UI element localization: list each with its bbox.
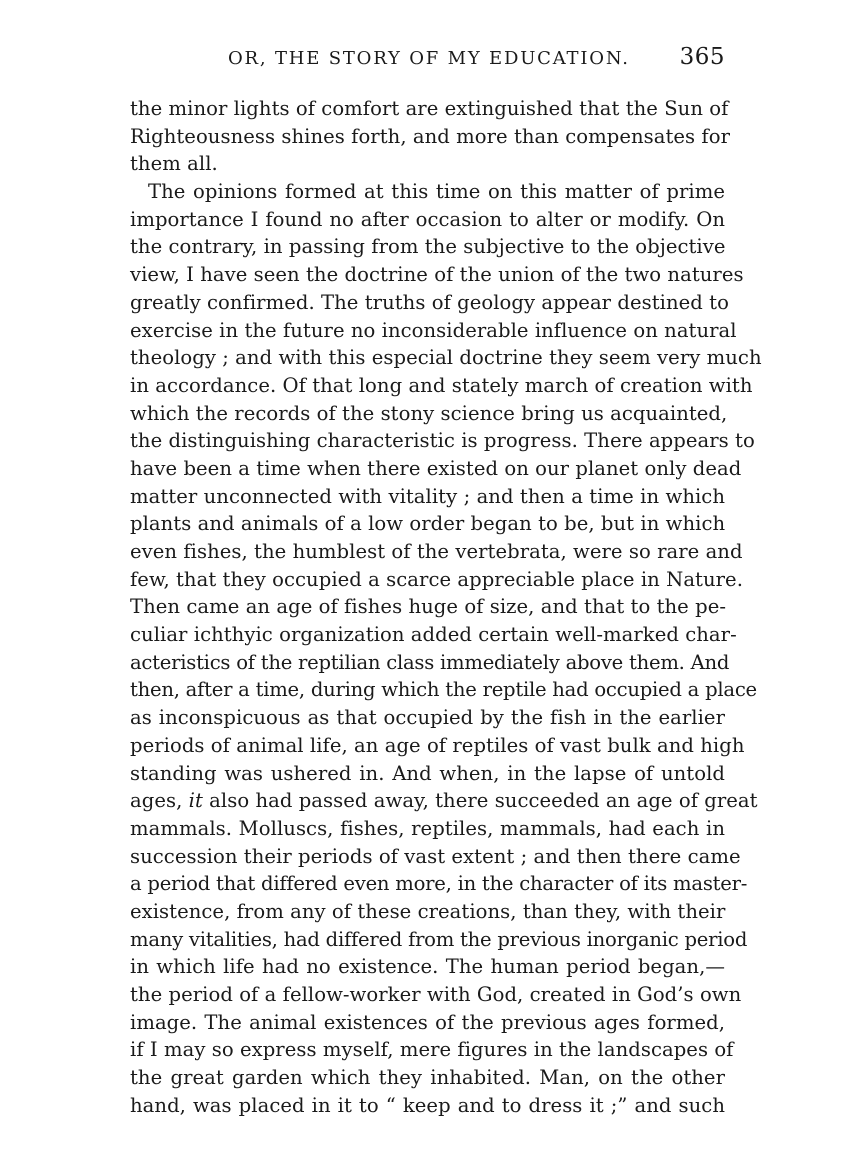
body-text — [130, 95, 762, 1119]
text-line: the distinguishing characteristic is progress. There appears to — [130, 429, 755, 453]
text-line: few, that they occupied a scarce appreciable place in Nature. — [130, 567, 743, 591]
text-line: importance I found no after occasion to alter or modify. On — [130, 207, 725, 231]
paragraph-start-line: The opinions formed at this time on this matter of prime — [148, 180, 725, 204]
text-line: then, after a time, during which the reptile had occupied a place — [130, 678, 757, 702]
text-line: in which life had no existence. The human period began,— — [130, 955, 725, 979]
text-line: if I may so express myself, mere figures in the landscapes of — [130, 1038, 734, 1062]
text-line: periods of animal life, an age of reptiles of vast bulk and high — [130, 733, 745, 757]
text-line: Then came an age of fishes huge of size, and that to the pe- — [130, 595, 727, 619]
text-segment: also had passed away, there succeeded an age of great — [202, 789, 758, 813]
text-line: a period that differed even more, in the character of its master- — [130, 872, 748, 896]
text-line: mammals. Molluscs, fishes, reptiles, mammals, had each in — [130, 816, 725, 840]
text-line: as inconspicuous as that occupied by the fish in the earlier — [130, 706, 725, 730]
text-line: image. The animal existences of the previous ages formed, — [130, 1010, 725, 1034]
text-line: the period of a fellow-worker with God, created in God’s own — [130, 983, 742, 1006]
text-line: the contrary, in passing from the subjective to the objective — [130, 235, 726, 259]
text-line: existence, from any of these creations, than they, with their — [130, 899, 726, 923]
text-line: hand, was placed in it to “ keep and to dress it ;” and such — [130, 1093, 725, 1117]
text-line: standing was ushered in. And when, in the lapse of untold — [130, 761, 725, 785]
text-line: the minor lights of comfort are extinguished that the Sun of — [130, 97, 729, 120]
text-line: greatly confirmed. The truths of geology appear destined to — [130, 290, 729, 314]
text-line: even fishes, the humblest of the vertebrata, were so rare and — [130, 540, 743, 563]
text-line: which the records of the stony science bring us acquainted, — [130, 401, 728, 425]
text-line: have been a time when there existed on our planet only dead — [130, 456, 742, 480]
text-line: succession their periods of vast extent ; and then there came — [130, 844, 741, 868]
italic-word: it — [188, 789, 203, 813]
text-line-with-italic — [130, 787, 758, 815]
text-line: them all. — [130, 152, 218, 176]
text-line: plants and animals of a low order began to be, but in which — [130, 512, 726, 536]
text-line: the great garden which they inhabited. Man, on the other — [130, 1066, 725, 1090]
text-line: in accordance. Of that long and stately march of creation with — [130, 373, 753, 397]
running-title: OR, THE STORY OF MY EDUCATION. — [228, 48, 630, 69]
text-segment: ages, — [130, 789, 189, 813]
text-line: theology ; and with this especial doctrine they seem very much — [130, 346, 762, 370]
text-line: exercise in the future no inconsiderable influence on natural — [130, 318, 737, 342]
text-line: view, I have seen the doctrine of the union of the two natures — [130, 263, 744, 287]
text-line: culiar ichthyic organization added certain well-marked char- — [130, 623, 737, 647]
page-number: 365 — [679, 44, 725, 70]
text-line: many vitalities, had differed from the previous inorganic period — [130, 927, 748, 951]
running-head — [130, 44, 725, 76]
text-line: acteristics of the reptilian class immediately above them. And — [130, 650, 730, 674]
text-line: Righteousness shines forth, and more than compensates for — [130, 124, 730, 148]
text-line: matter unconnected with vitality ; and then a time in which — [130, 484, 725, 508]
